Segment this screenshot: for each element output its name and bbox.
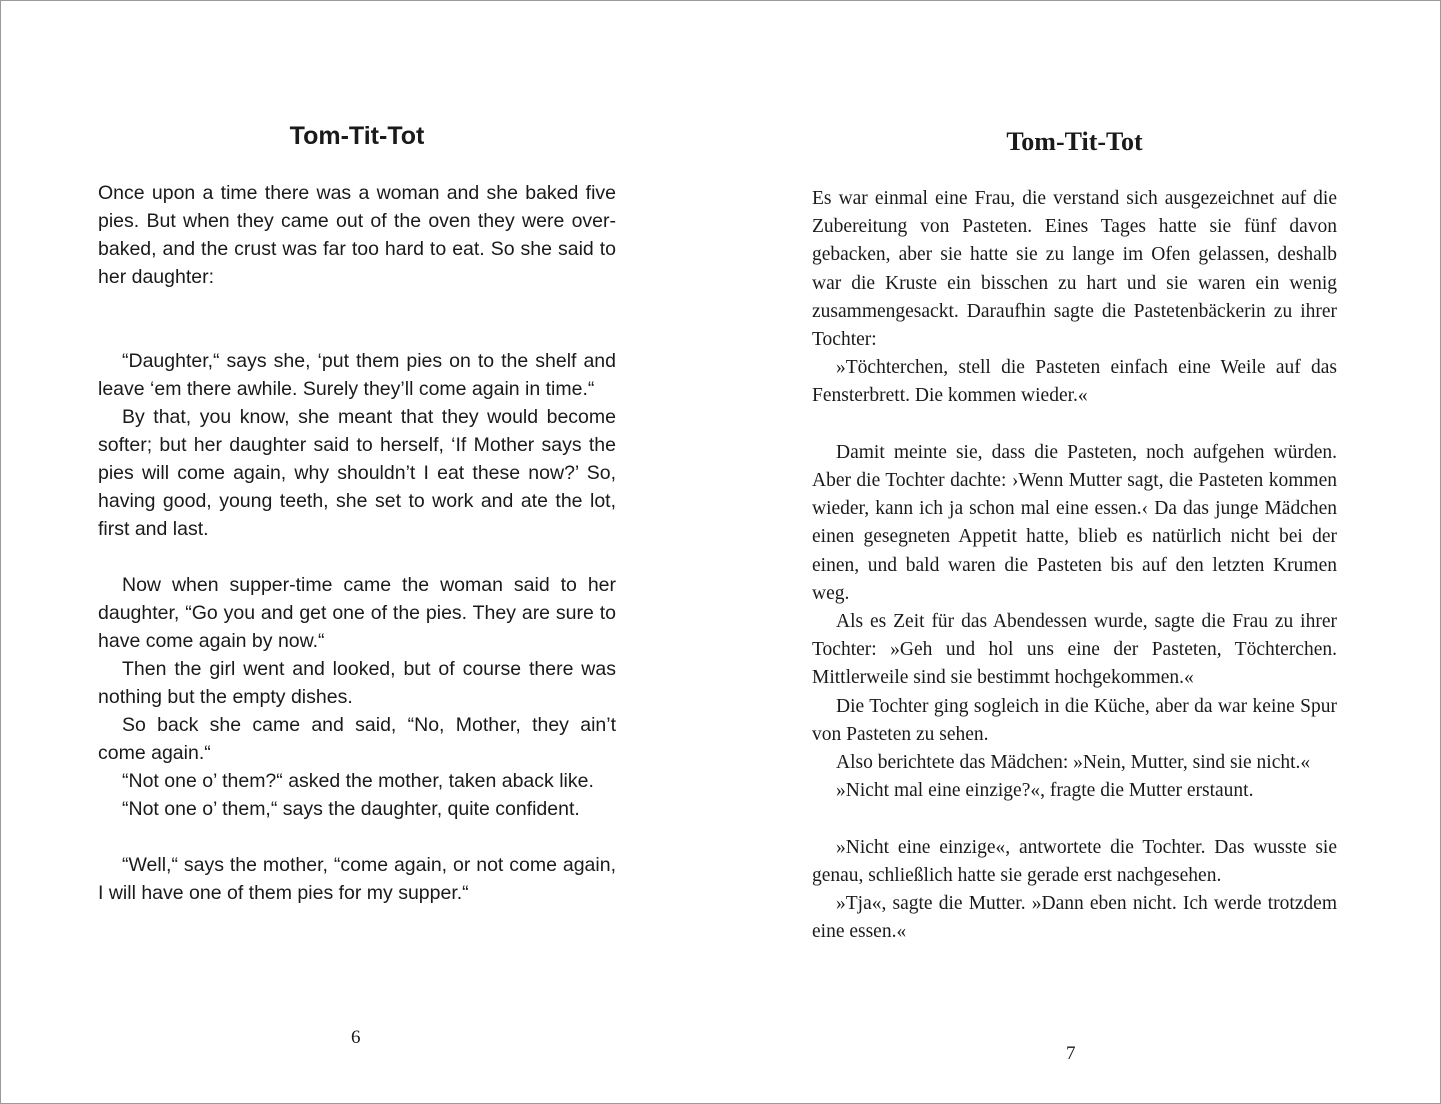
right-page: [716, 1, 1440, 1103]
left-page-title: Tom-Tit-Tot: [289, 122, 425, 150]
left-paragraph-1: Once upon a time there was a woman and she baked five pies. But when they came out of the oven they were over-baked, and the crust was far too hard to eat. So she said to her daughter:: [98, 182, 616, 288]
left-paragraph-5: Then the girl went and looked, but of course there was nothing but the empty dishes.: [98, 658, 616, 708]
left-paragraph-4: Now when supper-time came the woman said to her daughter, “Go you and get one of the pies. They are sure to have come again by now.“: [98, 574, 616, 652]
right-paragraph-2: »Töchterchen, stell die Pasteten einfach eine Weile auf das Fensterbrett. Die kommen wieder.«: [812, 357, 1337, 407]
right-paragraph-9: »Tja«, sagte die Mutter. »Dann eben nicht. Ich werde trotzdem eine essen.«: [812, 893, 1337, 943]
left-page-body: [98, 179, 616, 907]
right-paragraph-1: Es war einmal eine Frau, die verstand sich ausgezeichnet auf die Zubereitung von Pasteten. Eines Tages hatte sie fünf davon gebacken, aber sie hatte sie zu lange im Ofen gelassen, deshalb war die Kruste ein bisschen zu hart und sie waren ein wenig zusammengesackt. Daraufhin sagte die Pastetenbäckerin zu ihrer Tochter:: [812, 188, 1337, 351]
left-paragraph-7: “Not one o’ them?“ asked the mother, taken aback like.: [122, 770, 594, 792]
left-paragraph-8: “Not one o’ them,“ says the daughter, quite confident.: [122, 798, 580, 820]
right-paragraph-4: Als es Zeit für das Abendessen wurde, sagte die Frau zu ihrer Tochter: »Geh und hol uns eine der Pasteten, Töchterchen. Mittlerweile sind sie bestimmt hochgekommen.«: [812, 611, 1337, 689]
right-page-body: [812, 185, 1337, 946]
left-paragraph-2: “Daughter,“ says she, ‘put them pies on to the shelf and leave ‘em there awhile. Surely they’ll come again in time.“: [98, 350, 616, 400]
left-paragraph-6: So back she came and said, “No, Mother, they ain’t come again.“: [98, 714, 616, 764]
right-page-number: 7: [1066, 1043, 1076, 1064]
right-paragraph-8: »Nicht eine einzige«, antwortete die Tochter. Das wusste sie genau, schließlich hatte sie gerade erst nachgesehen.: [812, 836, 1337, 886]
right-page-title: Tom-Tit-Tot: [1006, 127, 1143, 156]
left-page: [1, 1, 716, 1103]
right-paragraph-7: »Nicht mal eine einzige?«, fragte die Mutter erstaunt.: [836, 780, 1254, 802]
left-page-number: 6: [351, 1027, 361, 1048]
left-paragraph-3: By that, you know, she meant that they would become softer; but her daughter said to herself, ‘If Mother says the pies will come again, why shouldn’t I eat these now?’ So, having good, young teeth, she set to work and ate the lot, first and last.: [98, 406, 616, 540]
right-paragraph-6: Also berichtete das Mädchen: »Nein, Mutter, sind sie nicht.«: [836, 752, 1311, 774]
right-paragraph-3: Damit meinte sie, dass die Pasteten, noch aufgehen würden. Aber die Tochter dachte: ›Wenn Mutter sagt, die Pasteten kommen wieder, kann ich ja schon mal eine essen.‹ Da das junge Mädchen einen gesegneten Appetit hatte, blieb es natürlich nicht bei der einen, und bald waren die Pasteten bis auf den letzten Krumen weg.: [812, 441, 1337, 604]
left-paragraph-9: “Well,“ says the mother, “come again, or not come again, I will have one of them pies for my supper.“: [98, 854, 616, 904]
right-paragraph-5: Die Tochter ging sogleich in die Küche, aber da war keine Spur von Pasteten zu sehen.: [812, 695, 1337, 745]
